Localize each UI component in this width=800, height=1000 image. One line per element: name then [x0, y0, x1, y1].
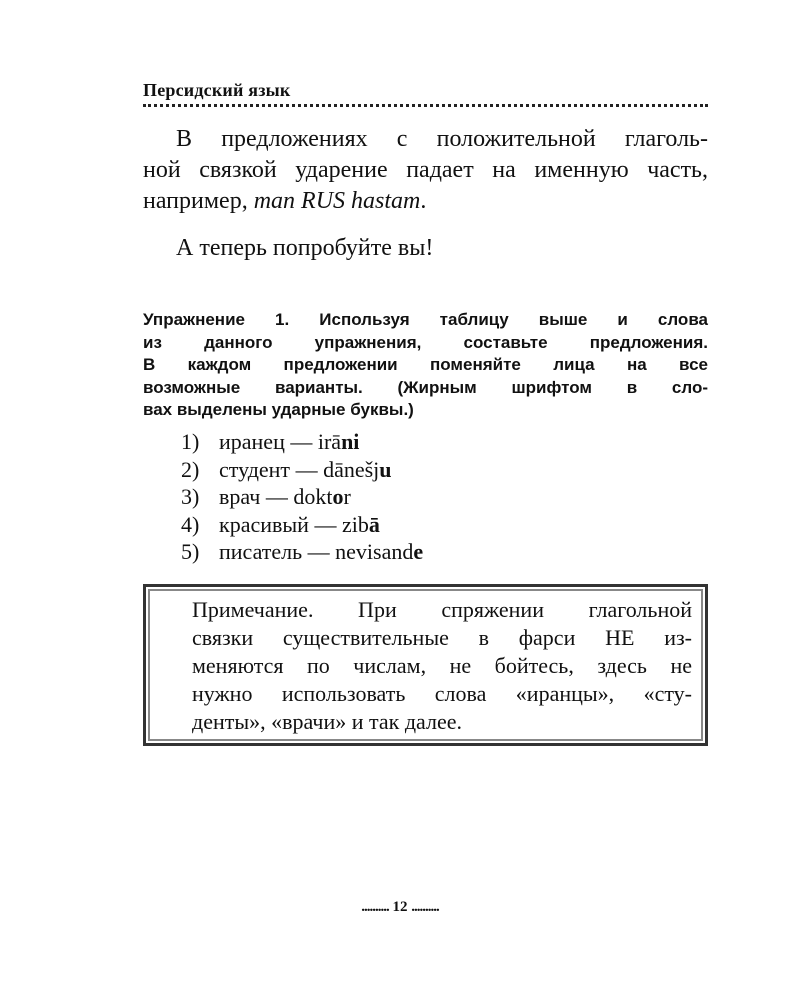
- exercise-line: вах выделены ударные буквы.): [143, 400, 414, 419]
- russian-word: красивый: [219, 511, 309, 537]
- paragraph-line-text: например,: [143, 188, 254, 214]
- stressed-letter: u: [379, 456, 392, 482]
- exercise-line: В каждом предложении поменяйте лица на все: [143, 355, 708, 374]
- header-dotted-rule: [143, 104, 708, 107]
- item-number: 1): [181, 429, 200, 454]
- list-item: [181, 538, 423, 566]
- russian-word: студент: [219, 456, 291, 482]
- persian-word-pre: zib: [341, 511, 369, 537]
- folio-dots-left: ..........: [361, 899, 389, 915]
- item-number: 4): [181, 511, 200, 537]
- list-item: [181, 483, 423, 511]
- exercise-line: возможные варианты. (Жирным шрифтом в сло-: [143, 377, 708, 397]
- exercise-line: Упражнение 1. Используя таблицу выше и слова: [143, 310, 708, 329]
- paragraph-try-yourself: А теперь попробуйте вы!: [176, 235, 434, 261]
- note-line: денты», «врачи» и так далее.: [192, 709, 463, 734]
- paragraph-line: В предложениях с положительной глаголь-: [176, 126, 708, 152]
- russian-word: писатель: [219, 539, 303, 564]
- stressed-letter: ni: [341, 429, 360, 454]
- list-item: [181, 511, 423, 539]
- russian-word: иранец: [219, 429, 285, 454]
- page-number: 12: [392, 899, 408, 915]
- vocabulary-list: [181, 428, 423, 566]
- list-item: [181, 428, 423, 456]
- example-suffix: .: [420, 188, 427, 214]
- note-line: нужно использовать слова «иранцы», «сту-: [192, 681, 692, 706]
- persian-word-pre: dānešj: [323, 456, 380, 482]
- persian-word-post: r: [343, 484, 351, 509]
- running-head: Персидский язык: [143, 80, 291, 100]
- list-item: [181, 456, 423, 484]
- exercise-line: из данного упражнения, составьте предложения.: [143, 332, 708, 352]
- dash: —: [260, 484, 294, 509]
- item-number: 5): [181, 539, 200, 564]
- dash: —: [302, 539, 336, 564]
- persian-word-pre: irā: [317, 429, 342, 454]
- persian-word-pre: dokt: [293, 484, 333, 509]
- page-footer: [0, 899, 800, 916]
- paragraph-line: ной связкой ударение падает на именную часть,: [143, 157, 708, 183]
- note-line: меняются по числам, не бойтесь, здесь не: [192, 653, 692, 678]
- stressed-letter: o: [332, 484, 344, 509]
- persian-word-pre: nevisand: [335, 539, 414, 564]
- exercise-instructions: [143, 309, 708, 422]
- dash: —: [290, 456, 324, 482]
- dash: —: [308, 511, 342, 537]
- dash: —: [284, 429, 318, 454]
- paragraph-stress-rule: [143, 124, 708, 217]
- folio-dots-right: ..........: [411, 899, 439, 915]
- example-phrase: man RUS hastam: [253, 188, 421, 214]
- note-line: связки существительные в фарси НЕ из-: [192, 625, 692, 650]
- note-text: [159, 596, 692, 736]
- stressed-letter: ā: [368, 511, 380, 537]
- note-line: Примечание. При спряжении глагольной: [192, 597, 692, 622]
- item-number: 3): [181, 484, 200, 509]
- paragraph-line: [143, 186, 708, 217]
- russian-word: врач: [219, 484, 261, 509]
- stressed-letter: e: [413, 539, 424, 564]
- item-number: 2): [181, 456, 200, 482]
